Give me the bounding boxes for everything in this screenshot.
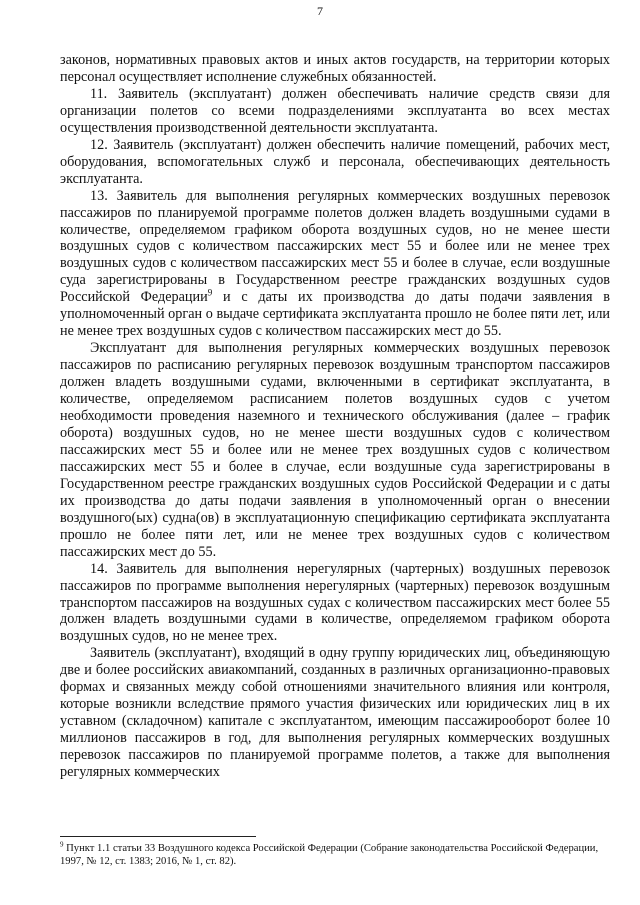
paragraph-13-text-start: 13. Заявитель для выполнения регулярных коммерческих воздушных перевозок пассажиров по планируемой программе полетов должен владеть воздушными судами в количестве, определяемом графиком оборота воздушных судов, но не менее шести воздушных судов с количеством пассажирских мест 55 и более или не менее трех воздушных судов с количеством пассажирских мест 55 и более в случае, если воздушные суда зарегистрированы в Государственном реестре гражданских воздушных судов Российской Федерации	[60, 187, 610, 306]
footnote	[60, 842, 610, 868]
paragraph-12: 12. Заявитель (эксплуатант) должен обеспечить наличие помещений, рабочих мест, оборудования, вспомогательных служб и персонала, обеспечивающих деятельность эксплуатанта.	[60, 136, 610, 187]
footnote-reference[interactable]: 9	[207, 287, 213, 298]
footnote-divider	[60, 836, 256, 837]
paragraph-13-second: Эксплуатант для выполнения регулярных коммерческих воздушных перевозок пассажиров по расписанию регулярных перевозок воздушным транспортом пассажиров должен владеть воздушными судами, включенными в сертификат эксплуатанта, в количестве, определяемом расписанием полетов воздушных судов с учетом необходимости проведения наземного и технического обслуживания (далее – график оборота) воздушных судов, но не менее шести воздушных судов с количеством пассажирских мест 55 и более или не менее трех воздушных судов с количеством пассажирских мест 55 и более в случае, если воздушные суда зарегистрированы в Государственном реестре гражданских воздушных судов Российской Федерации и с даты их производства до даты подачи заявления в уполномоченный орган о внесении воздушного(ых) судна(ов) в эксплуатационную спецификацию сертификата эксплуатанта прошло не более пяти лет, или не менее трех воздушных судов с количеством пассажирских мест до 55.	[60, 340, 610, 560]
document-body	[60, 52, 610, 781]
footnote-marker: 9	[60, 840, 64, 849]
paragraph-14-second: Заявитель (эксплуатант), входящий в одну группу юридических лиц, объединяющую две и более российских авиакомпаний, созданных в различных организационно-правовых формах и связанных между собой отношениями значительного влияния или контроля, которые возникли вследствие прямого участия физических или юридических лиц в их уставном (складочном) капитале с эксплуатантом, имеющим пассажирооборот более 10 миллионов пассажиров в год, для выполнения регулярных коммерческих воздушных перевозок пассажиров по планируемой программе полетов, а также для выполнения регулярных коммерческих	[60, 645, 610, 781]
paragraph-11: 11. Заявитель (эксплуатант) должен обеспечивать наличие средств связи для организации полетов со всеми подразделениями эксплуатанта во всех местах осуществления производственной деятельности эксплуатанта.	[60, 85, 610, 136]
paragraph-13-text-end: и с даты их производства до даты подачи заявления в уполномоченный орган о выдаче сертификата эксплуатанта прошло не более пяти лет, или не менее трех воздушных судов с количеством пассажирских мест до 55.	[60, 289, 611, 340]
paragraph-13	[60, 188, 610, 341]
footnote-text: Пункт 1.1 статьи 33 Воздушного кодекса Российской Федерации (Собрание законодательства Российской Федерации, 1997, № 12, ст. 1383; 2016, № 1, ст. 82).	[60, 843, 599, 867]
page-number: 7	[317, 4, 323, 18]
paragraph-continuation: законов, нормативных правовых актов и иных актов государств, на территории которых персонал осуществляет исполнение служебных обязанностей.	[60, 52, 610, 85]
paragraph-14: 14. Заявитель для выполнения нерегулярных (чартерных) воздушных перевозок пассажиров по программе выполнения нерегулярных (чартерных) перевозок воздушным транспортом пассажиров на воздушных судах с количеством пассажирских мест более 55 должен владеть воздушными судами в количестве, определяемом графиком оборота воздушных судов, но не менее трех.	[60, 560, 610, 645]
